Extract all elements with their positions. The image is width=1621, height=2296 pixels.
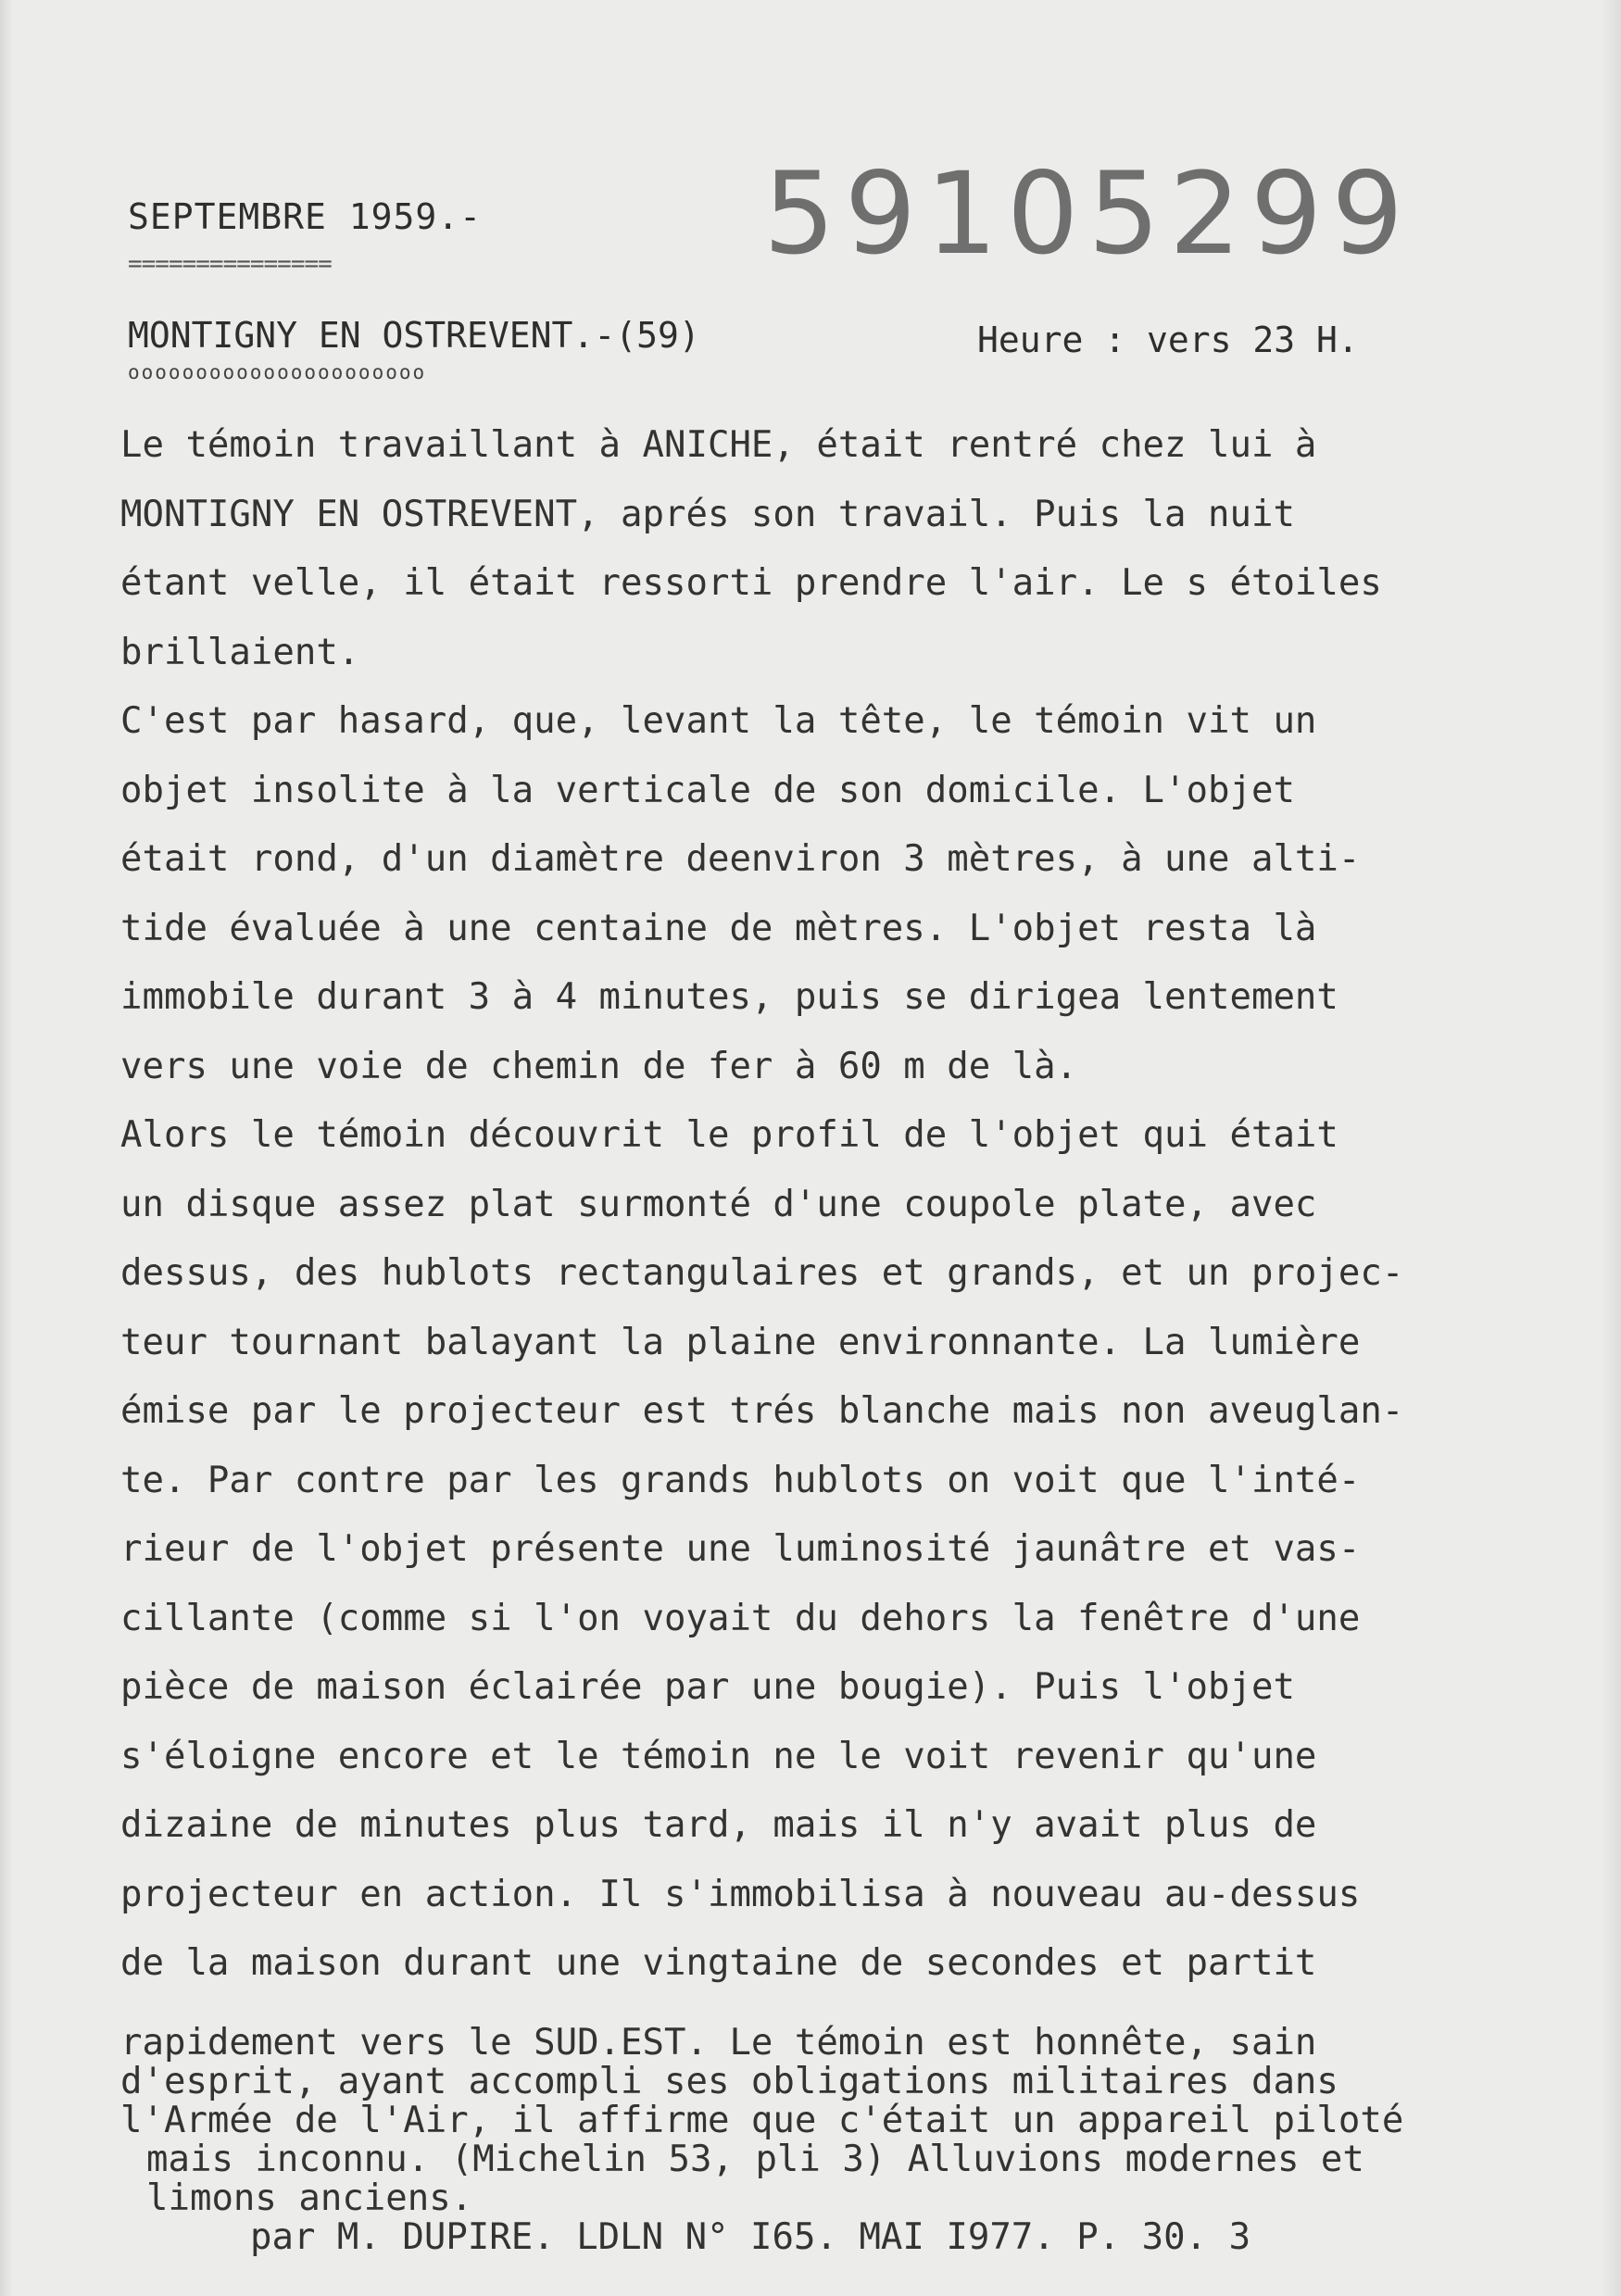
body-line: rieur de l'objet présente une luminosité jaunâtre et vas- bbox=[120, 1528, 1361, 1570]
report-footer-block bbox=[120, 2022, 1404, 2258]
body-line: émise par le projecteur est trés blanche mais non aveuglan- bbox=[120, 1390, 1404, 1432]
report-time: Heure : vers 23 H. bbox=[977, 320, 1359, 360]
body-line: Alors le témoin découvrit le profil de l'objet qui était bbox=[120, 1114, 1338, 1156]
footer-line: rapidement vers le SUD.EST. Le témoin est honnête, sain bbox=[120, 2022, 1317, 2064]
body-line: étant velle, il était ressorti prendre l'air. Le s étoiles bbox=[120, 562, 1382, 604]
report-body bbox=[120, 424, 1565, 2012]
footer-line: limons anciens. bbox=[146, 2177, 473, 2219]
body-line: C'est par hasard, que, levant la tête, le témoin vit un bbox=[120, 700, 1317, 742]
body-line: était rond, d'un diamètre deenviron 3 mètres, à une alti- bbox=[120, 838, 1361, 880]
body-line: objet insolite à la verticale de son domicile. L'objet bbox=[120, 769, 1295, 811]
body-line: te. Par contre par les grands hublots on voit que l'inté- bbox=[120, 1459, 1361, 1501]
report-location: MONTIGNY EN OSTREVENT.-(59) bbox=[128, 315, 700, 356]
footer-line: d'esprit, ayant accompli ses obligations militaires dans bbox=[120, 2061, 1338, 2102]
body-line: MONTIGNY EN OSTREVENT, aprés son travail. Puis la nuit bbox=[120, 493, 1295, 535]
report-date: SEPTEMBRE 1959.- bbox=[128, 196, 483, 237]
reference-number-stamp: 59105299 bbox=[763, 148, 1413, 280]
body-line: dizaine de minutes plus tard, mais il n'y avait plus de bbox=[120, 1804, 1317, 1846]
body-line: dessus, des hublots rectangulaires et grands, et un projec- bbox=[120, 1252, 1404, 1294]
body-line: un disque assez plat surmonté d'une coupole plate, avec bbox=[120, 1183, 1317, 1225]
source-citation: par M. DUPIRE. LDLN N° I65. MAI I977. P. 30. 3 bbox=[250, 2216, 1251, 2258]
footer-line: l'Armée de l'Air, il affirme que c'était un appareil piloté bbox=[120, 2100, 1404, 2141]
footer-line: mais inconnu. (Michelin 53, pli 3) Alluvions modernes et bbox=[146, 2139, 1364, 2180]
body-line: pièce de maison éclairée par une bougie). Puis l'objet bbox=[120, 1666, 1295, 1708]
body-line: tide évaluée à une centaine de mètres. L'objet resta là bbox=[120, 907, 1317, 949]
body-line: Le témoin travaillant à ANICHE, était rentré chez lui à bbox=[120, 424, 1317, 466]
date-underline: =============== bbox=[128, 250, 332, 278]
body-line: immobile durant 3 à 4 minutes, puis se dirigea lentement bbox=[120, 976, 1338, 1018]
body-line: brillaient. bbox=[120, 631, 360, 673]
body-line: cillante (comme si l'on voyait du dehors la fenêtre d'une bbox=[120, 1597, 1361, 1639]
body-line: vers une voie de chemin de fer à 60 m de là. bbox=[120, 1045, 1078, 1087]
location-underline: oooooooooooooooooooooo bbox=[128, 361, 427, 383]
body-line: projecteur en action. Il s'immobilisa à nouveau au-dessus bbox=[120, 1873, 1361, 1915]
body-line: de la maison durant une vingtaine de secondes et partit bbox=[120, 1942, 1317, 1984]
body-line: teur tournant balayant la plaine environnante. La lumière bbox=[120, 1321, 1361, 1363]
body-line: s'éloigne encore et le témoin ne le voit revenir qu'une bbox=[120, 1735, 1317, 1777]
